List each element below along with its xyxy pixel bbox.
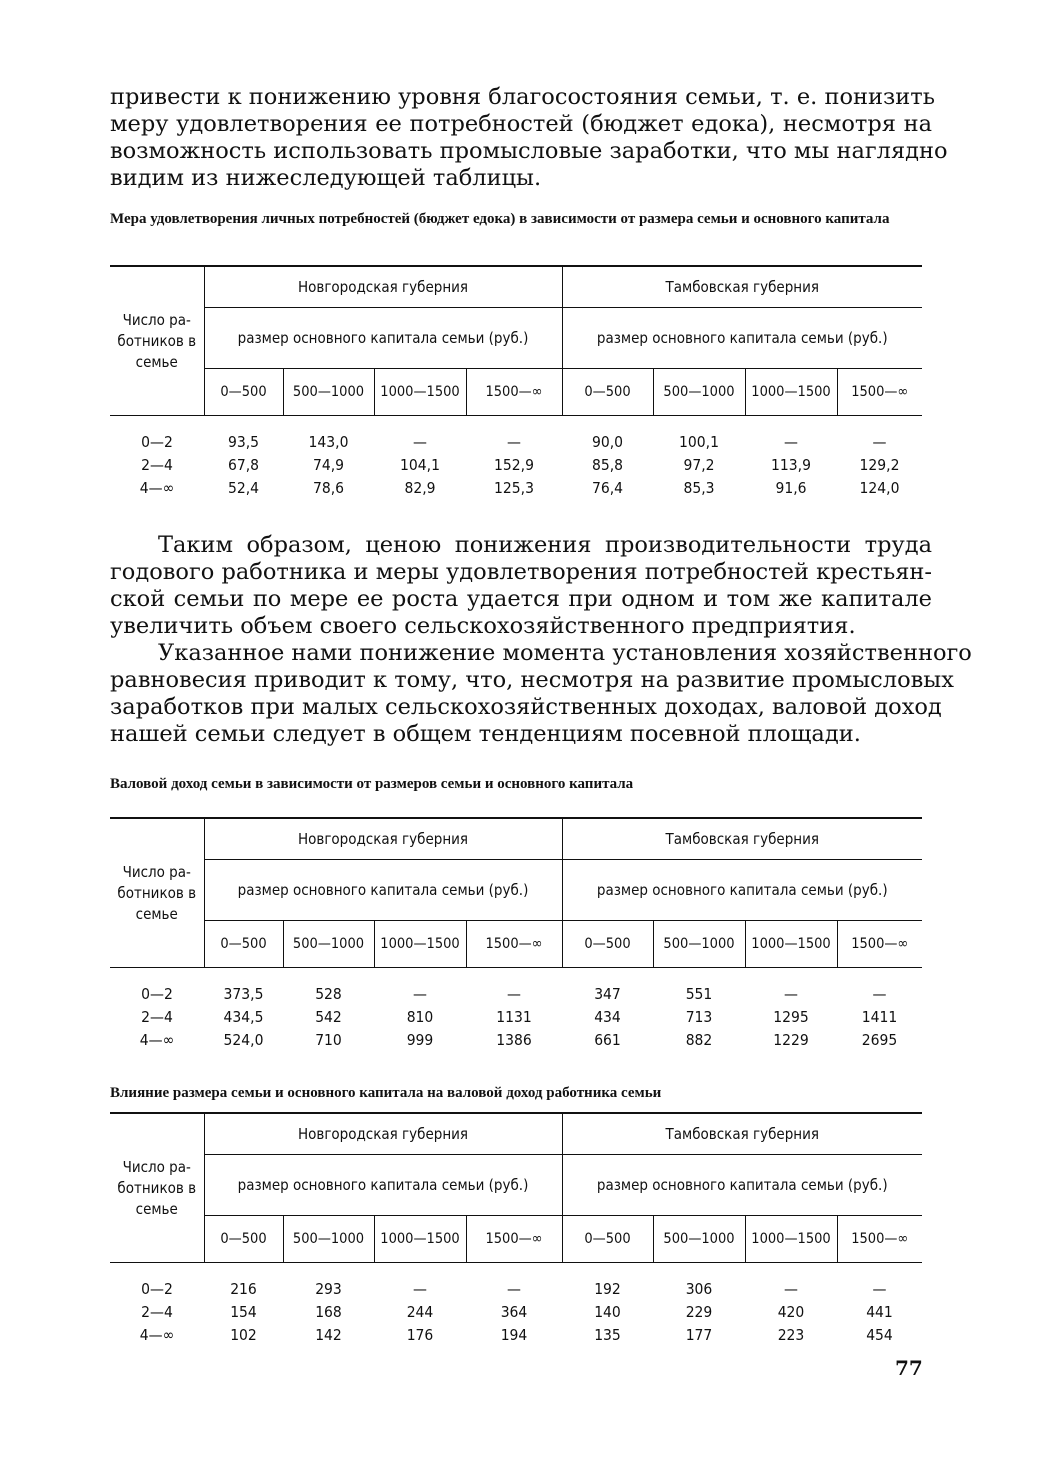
table-row [110, 1028, 922, 1051]
text-line: увеличить объем своего сельскохозяйственного предприятия. [110, 613, 856, 639]
text-line: возможность использовать промысловые заработки, что мы наглядно [110, 138, 948, 164]
text-line: годового работника и меры удовлетворения потребностей крестьян- [110, 559, 932, 585]
text-line: видим из нижеследующей таблицы. [110, 165, 542, 191]
range-header: 0—500 [204, 921, 283, 968]
table-cell: 441 [866, 1302, 893, 1321]
row-label: 0—2 [141, 1279, 173, 1298]
text-line: заработков при малых сельскохозяйственных доходах, валовой доход [110, 694, 942, 720]
table-cell: 102 [230, 1325, 257, 1344]
table-cell: 97,2 [683, 455, 715, 474]
range-header: 1500—∞ [466, 1216, 562, 1263]
subgroup-header: размер основного капитала семьи (руб.) [562, 1155, 922, 1216]
table-cell: 93,5 [227, 432, 260, 451]
table-cell: — [507, 984, 521, 1003]
table-cell: 76,4 [591, 478, 624, 497]
table-cell: 125,3 [494, 478, 534, 497]
table-cell: 74,9 [312, 455, 345, 474]
table-caption: Мера удовлетворения личных потребностей (бюджет едока) в зависимости от размера семьи и основного капитала [110, 211, 890, 227]
table-cell: — [784, 1279, 798, 1298]
table-cell: 229 [685, 1302, 713, 1321]
table-cell: 434 [594, 1007, 621, 1026]
table-cell: 82,9 [404, 478, 436, 497]
row-label: 2—4 [141, 1302, 173, 1321]
text-line: нашей семьи следует в общем тенденциям посевной площади. [110, 721, 861, 747]
table-cell: 90,0 [591, 432, 624, 451]
range-header: 0—500 [562, 921, 653, 968]
table-cell: 1386 [496, 1030, 532, 1049]
row-label: 4—∞ [139, 478, 175, 497]
table-row [110, 1323, 922, 1346]
text-line: привести к понижению уровня благосостояния семьи, т. е. понизить [110, 84, 935, 110]
table-row [110, 982, 922, 1005]
table-cell: 152,9 [494, 455, 534, 474]
range-header: 1000—1500 [374, 921, 466, 968]
table-cell: 143,0 [308, 432, 349, 451]
table-cell: 104,1 [400, 455, 440, 474]
table-cell: 129,2 [859, 455, 900, 474]
range-header: 0—500 [562, 1216, 653, 1263]
text-line: Таким образом, ценою понижения производительности труда [158, 532, 932, 558]
row-label: 2—4 [141, 1007, 173, 1026]
table-cell: 1229 [773, 1030, 809, 1049]
table-cell: 135 [594, 1325, 621, 1344]
range-header: 1500—∞ [837, 369, 922, 416]
table-cell: 347 [594, 984, 621, 1003]
table-row [110, 1300, 922, 1323]
subgroup-header: размер основного капитала семьи (руб.) [204, 1155, 562, 1216]
row-label: 4—∞ [139, 1325, 175, 1344]
group-header: Новгородская губерния [204, 1113, 562, 1155]
table-cell: 168 [315, 1302, 342, 1321]
range-header: 500—1000 [283, 1216, 374, 1263]
paragraph-intro [110, 84, 948, 192]
table-row [110, 453, 922, 476]
table-cell: — [413, 1279, 427, 1298]
table-cell: 140 [594, 1302, 621, 1321]
table-cell: 142 [315, 1325, 342, 1344]
table-cell: 454 [866, 1325, 893, 1344]
table-row [110, 430, 922, 453]
table-cell: 91,6 [775, 478, 807, 497]
table-cell: 67,8 [227, 455, 260, 474]
table-cell: 364 [500, 1302, 528, 1321]
range-header: 1500—∞ [466, 369, 562, 416]
table-cell: 373,5 [223, 984, 264, 1003]
table-cell: 810 [406, 1007, 434, 1026]
range-header: 1000—1500 [374, 1216, 466, 1263]
table-cell: 216 [230, 1279, 257, 1298]
table-cell: 52,4 [227, 478, 260, 497]
row-label: 0—2 [141, 984, 173, 1003]
table-cell: 999 [406, 1030, 434, 1049]
row-label: 0—2 [141, 432, 173, 451]
table-cell: 192 [594, 1279, 621, 1298]
page-number: 77 [895, 1356, 923, 1380]
subgroup-header: размер основного капитала семьи (руб.) [204, 860, 562, 921]
text-line: равновесия приводит к тому, что, несмотря на развитие промысловых [110, 667, 954, 693]
range-header: 500—1000 [653, 1216, 745, 1263]
table-cell: 542 [315, 1007, 342, 1026]
table-cell: 710 [315, 1030, 342, 1049]
table-cell: 177 [685, 1325, 713, 1344]
range-header: 500—1000 [283, 369, 374, 416]
table-cell: 194 [500, 1325, 528, 1344]
budget-table [110, 265, 922, 499]
table-cell: 223 [777, 1325, 805, 1344]
table-cell: 176 [406, 1325, 434, 1344]
text-line: ской семьи по мере ее роста удается при одном и том же капитале [110, 586, 932, 612]
table-cell: 293 [315, 1279, 342, 1298]
stub-header: Число ра- ботников в семье [110, 266, 204, 416]
table-cell: 2695 [861, 1030, 898, 1049]
group-header: Тамбовская губерния [562, 1113, 922, 1155]
range-header: 500—1000 [283, 921, 374, 968]
table-cell: 85,8 [591, 455, 624, 474]
range-header: 1000—1500 [374, 369, 466, 416]
table-cell: 78,6 [312, 478, 345, 497]
stub-header: Число ра- ботников в семье [110, 1113, 204, 1263]
table-cell: 113,9 [771, 455, 811, 474]
table-cell: 434,5 [223, 1007, 264, 1026]
table-cell: 882 [685, 1030, 713, 1049]
group-header: Новгородская губерния [204, 818, 562, 860]
table-cell: — [784, 984, 798, 1003]
text-line: Указанное нами понижение момента установления хозяйственного [158, 640, 972, 666]
table-cell: — [413, 432, 427, 451]
stub-header: Число ра- ботников в семье [110, 818, 204, 968]
table-cell: 713 [685, 1007, 713, 1026]
table-cell: 85,3 [683, 478, 715, 497]
group-header: Новгородская губерния [204, 266, 562, 308]
range-header: 1000—1500 [745, 921, 837, 968]
table-caption: Влияние размера семьи и основного капитала на валовой доход работника семьи [110, 1085, 662, 1101]
table-cell: 1411 [861, 1007, 898, 1026]
table-cell: — [872, 984, 887, 1003]
table-cell: — [507, 1279, 521, 1298]
table-cell: 661 [594, 1030, 621, 1049]
table-cell: — [784, 432, 798, 451]
subgroup-header: размер основного капитала семьи (руб.) [204, 308, 562, 369]
table-caption: Валовой доход семьи в зависимости от размеров семьи и основного капитала [110, 776, 634, 792]
range-header: 1500—∞ [837, 1216, 922, 1263]
table-row [110, 1277, 922, 1300]
table-cell: 1295 [773, 1007, 809, 1026]
table-cell: 244 [406, 1302, 434, 1321]
range-header: 1500—∞ [837, 921, 922, 968]
table-row [110, 476, 922, 499]
table-cell: — [872, 1279, 887, 1298]
table-cell: 124,0 [859, 478, 900, 497]
range-header: 1000—1500 [745, 1216, 837, 1263]
range-header: 0—500 [562, 369, 653, 416]
range-header: 0—500 [204, 1216, 283, 1263]
table-cell: — [872, 432, 887, 451]
table-cell: — [507, 432, 521, 451]
range-header: 1000—1500 [745, 369, 837, 416]
table-cell: 1131 [496, 1007, 532, 1026]
row-label: 2—4 [141, 455, 173, 474]
table-row [110, 1005, 922, 1028]
text-line: меру удовлетворения ее потребностей (бюджет едока), несмотря на [110, 111, 932, 137]
table-cell: 306 [685, 1279, 713, 1298]
paragraph-equilibrium [110, 640, 972, 748]
range-header: 0—500 [204, 369, 283, 416]
table-cell: — [413, 984, 427, 1003]
group-header: Тамбовская губерния [562, 818, 922, 860]
subgroup-header: размер основного капитала семьи (руб.) [562, 860, 922, 921]
subgroup-header: размер основного капитала семьи (руб.) [562, 308, 922, 369]
paragraph-conclusion [110, 532, 932, 640]
worker-income-table [110, 1112, 922, 1346]
table-cell: 154 [230, 1302, 257, 1321]
gross-income-table [110, 817, 922, 1051]
table-cell: 528 [315, 984, 342, 1003]
table-cell: 420 [777, 1302, 805, 1321]
table-cell: 551 [685, 984, 713, 1003]
range-header: 1500—∞ [466, 921, 562, 968]
table-cell: 524,0 [223, 1030, 264, 1049]
group-header: Тамбовская губерния [562, 266, 922, 308]
table-cell: 100,1 [679, 432, 719, 451]
range-header: 500—1000 [653, 921, 745, 968]
row-label: 4—∞ [139, 1030, 175, 1049]
range-header: 500—1000 [653, 369, 745, 416]
